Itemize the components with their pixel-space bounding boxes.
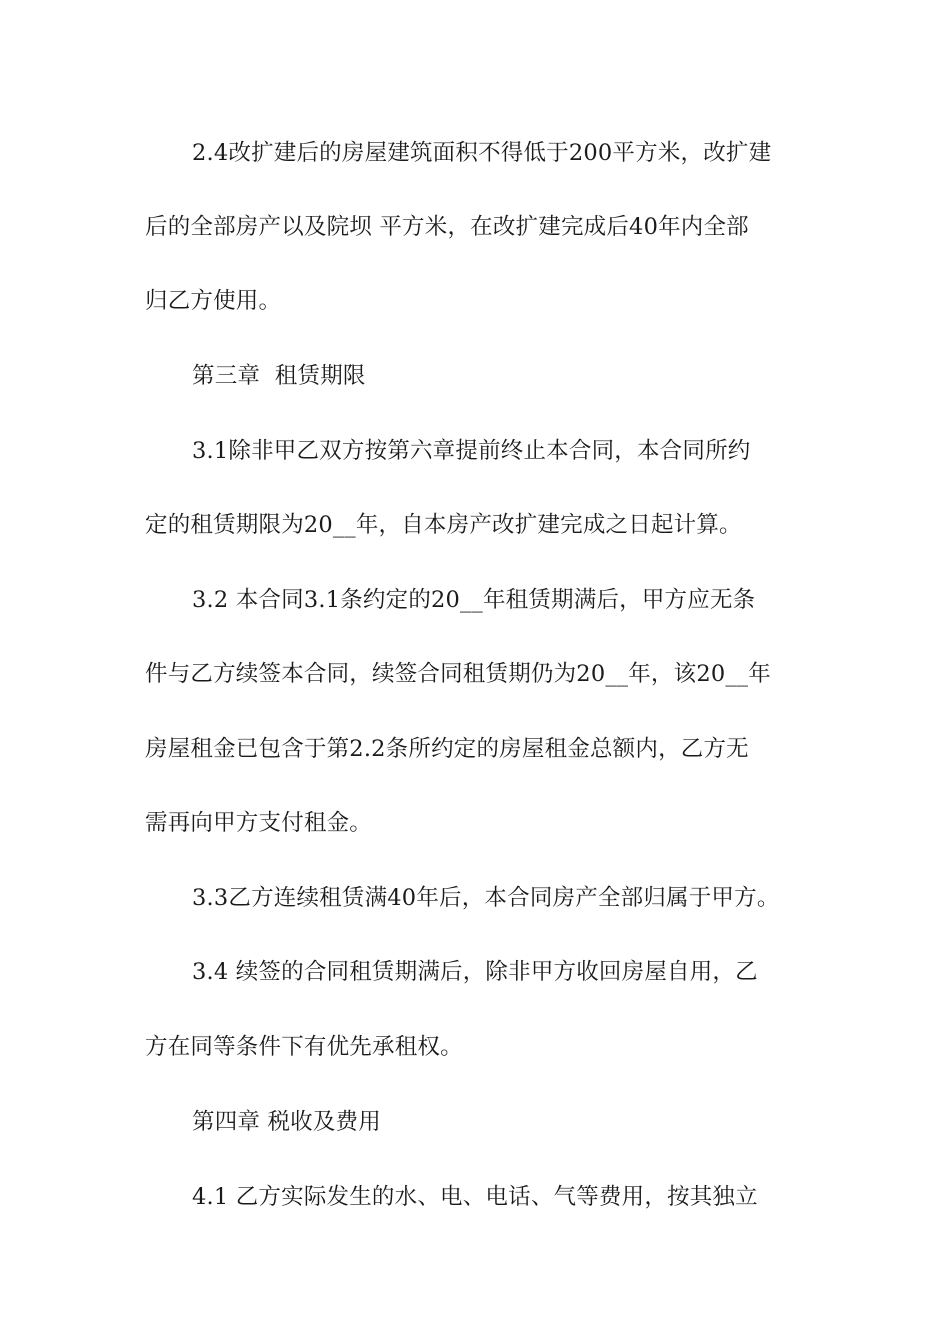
paragraph-3-2-line-1: 3.2 本合同3.1条约定的20__年租赁期满后，甲方应无条 [192,587,756,613]
chapter-4-heading: 第四章 税收及费用 [192,1109,381,1135]
paragraph-2-4-line-2: 后的全部房产以及院坝 平方米，在改扩建完成后40年内全部 [145,214,749,240]
paragraph-3-1-line-2: 定的租赁期限为20__年，自本房产改扩建完成之日起计算。 [145,512,742,538]
paragraph-3-4-line-1: 3.4 续签的合同租赁期满后，除非甲方收回房屋自用，乙 [192,959,758,985]
paragraph-3-1-line-1: 3.1除非甲乙双方按第六章提前终止本合同，本合同所约 [192,438,751,464]
paragraph-4-1-line-1: 4.1 乙方实际发生的水、电、电话、气等费用，按其独立 [192,1184,758,1210]
paragraph-3-4-line-2: 方在同等条件下有优先承租权。 [145,1034,463,1060]
paragraph-3-3-line-1: 3.3乙方连续租赁满40年后，本合同房产全部归属于甲方。 [192,885,780,911]
paragraph-2-4-line-1: 2.4改扩建后的房屋建筑面积不得低于200平方米，改扩建 [192,140,772,166]
paragraph-3-2-line-4: 需再向甲方支付租金。 [145,810,373,836]
paragraph-3-2-line-3: 房屋租金已包含于第2.2条所约定的房屋租金总额内，乙方无 [145,736,749,762]
chapter-3-heading: 第三章 租赁期限 [192,363,366,389]
paragraph-3-2-line-2: 件与乙方续签本合同，续签合同租赁期仍为20__年，该20__年 [145,661,771,687]
paragraph-2-4-line-3: 归乙方使用。 [145,288,282,314]
